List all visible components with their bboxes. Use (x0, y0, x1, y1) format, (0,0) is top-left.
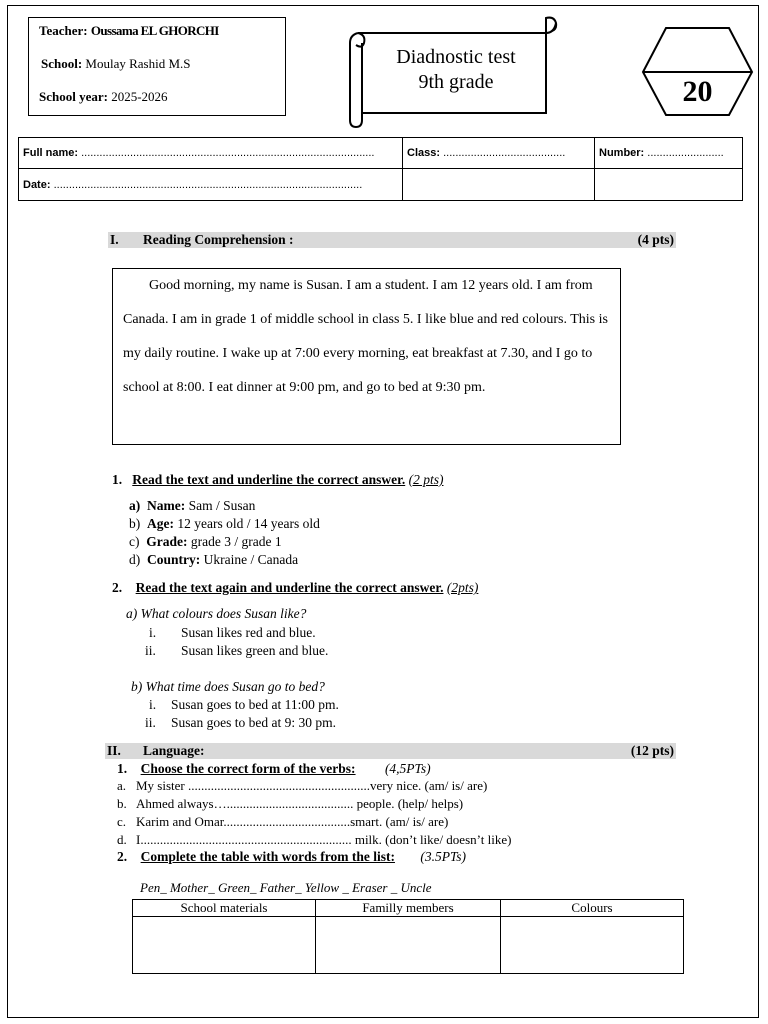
student-info-table (18, 137, 743, 201)
school-name: Moulay Rashid M.S (85, 56, 191, 71)
class-blank: ........................................ (443, 147, 566, 159)
test-title-line2: 9th grade (418, 71, 494, 93)
option-item (145, 715, 336, 731)
option-item (145, 643, 329, 659)
option-number: ii. (145, 715, 156, 730)
item-text: My sister ........................................................very nice. (am/ is/ are) (136, 778, 488, 793)
school-year-label: School year: (39, 89, 108, 104)
section-number: I. (110, 232, 119, 247)
item-letter: d) (129, 552, 141, 567)
option-text: Susan goes to bed at 11:00 pm. (171, 697, 339, 712)
item-label: Grade: (146, 534, 188, 549)
table-header-row (133, 900, 684, 917)
option-text: Susan likes red and blue. (181, 625, 316, 640)
score-hexagon (640, 25, 755, 120)
question-points: (2 pts) (408, 472, 444, 487)
date-blank: ..................................................................................................... (53, 178, 363, 191)
item-text: I................................................................. milk. (don’t like/ doesn’t like) (136, 832, 512, 847)
section-reading-header (108, 232, 676, 248)
question-points: (4,5PTs) (384, 761, 431, 776)
answer-cell-family-members[interactable] (316, 917, 501, 974)
section-language-header (105, 743, 676, 759)
section-title: Language: (143, 743, 205, 758)
fullname-cell[interactable] (19, 138, 403, 169)
school-year-line (39, 89, 168, 105)
item-text: Karim and Omar.......................................smart. (am/ is/ are) (136, 814, 449, 829)
item-options: Ukraine / Canada (203, 552, 299, 567)
student-info-row (19, 169, 743, 201)
option-number: i. (149, 625, 157, 640)
fullname-blank: ................................................................................................ (81, 147, 375, 159)
answer-cell-colours[interactable] (501, 917, 684, 974)
reading-passage: Good morning, my name is Susan. I am a student. I am 12 years old. I am from Canada. I am in grade 1 of middle school in class 5. I like blue and red colours. This is my daily routine. I wake up at 7:00 every morning, eat breakfast at 7.30, and I go to school at 8:00. I eat dinner at 9:00 pm, and go to bed at 9:30 pm. (112, 268, 621, 445)
section-points: (12 pts) (630, 743, 674, 758)
school-year-value: 2025-2026 (111, 89, 168, 104)
question-instruction: Read the text and underline the correct answer. (132, 472, 406, 487)
test-title-line1: Diadnostic test (396, 46, 516, 68)
empty-cell (595, 169, 743, 201)
option-text: Susan likes green and blue. (181, 643, 329, 658)
item-options: Sam / Susan (188, 498, 256, 513)
classification-table (132, 899, 684, 974)
question-number: 2. (117, 849, 128, 864)
language-question-1 (117, 761, 431, 777)
table-row (133, 917, 684, 974)
question-number: 1. (117, 761, 128, 776)
column-header-colours: Colours (501, 900, 684, 917)
test-title (366, 45, 546, 95)
item-letter: c) (129, 534, 140, 549)
fullname-label: Full name: (23, 147, 79, 159)
question-2 (112, 580, 478, 596)
column-header-school-materials: School materials (133, 900, 316, 917)
number-label: Number: (599, 147, 645, 159)
section-number: II. (107, 743, 121, 758)
option-number: i. (149, 697, 157, 712)
total-score: 20 (682, 75, 713, 108)
verb-item (117, 796, 464, 812)
sub-question-a: a) What colours does Susan like? (126, 606, 307, 621)
teacher-name: Oussama EL GHORCHI (90, 23, 219, 38)
school-label: School: (41, 56, 83, 71)
section-points: (4 pts) (637, 232, 674, 247)
teacher-line (39, 23, 219, 39)
verb-item (117, 814, 449, 830)
class-cell[interactable] (403, 138, 595, 169)
verb-item (117, 778, 488, 794)
section-title: Reading Comprehension : (143, 232, 294, 247)
date-cell[interactable] (19, 169, 403, 201)
list-item (129, 552, 298, 568)
list-item (129, 516, 320, 532)
item-options: 12 years old / 14 years old (177, 516, 320, 531)
item-label: Name: (147, 498, 186, 513)
answer-cell-school-materials[interactable] (133, 917, 316, 974)
option-text: Susan goes to bed at 9: 30 pm. (171, 715, 336, 730)
school-line (41, 56, 191, 72)
language-question-2 (117, 849, 466, 865)
number-cell[interactable] (595, 138, 743, 169)
question-instruction: Complete the table with words from the list: (140, 849, 395, 864)
column-header-family-members: Familly members (316, 900, 501, 917)
teacher-label: Teacher: (39, 23, 88, 38)
question-instruction: Choose the correct form of the verbs: (140, 761, 356, 776)
verb-item (117, 832, 512, 848)
item-label: Age: (147, 516, 174, 531)
item-text: Ahmed always…....................................... people. (help/ helps) (136, 796, 464, 811)
item-options: grade 3 / grade 1 (190, 534, 282, 549)
teacher-info-box (28, 17, 286, 116)
date-label: Date: (23, 178, 51, 191)
sub-question-b: b) What time does Susan go to bed? (131, 679, 325, 694)
word-list: Pen_ Mother_ Green_ Father_ Yellow _ Eraser _ Uncle (140, 880, 432, 895)
question-points: (3.5PTs) (420, 849, 466, 864)
student-info-row (19, 138, 743, 169)
item-letter: a. (117, 778, 127, 793)
item-letter: b. (117, 796, 127, 811)
question-number: 1. (112, 472, 123, 487)
title-scroll (346, 15, 560, 130)
item-letter: d. (117, 832, 127, 847)
option-item (149, 697, 339, 713)
list-item (129, 534, 282, 550)
empty-cell (403, 169, 595, 201)
option-number: ii. (145, 643, 156, 658)
number-blank: ......................... (647, 147, 724, 159)
question-1 (112, 472, 443, 488)
question-points: (2pts) (446, 580, 479, 595)
item-letter: c. (117, 814, 127, 829)
list-item (129, 498, 255, 514)
question-number: 2. (112, 580, 123, 595)
option-item (149, 625, 316, 641)
class-label: Class: (407, 147, 441, 159)
question-instruction: Read the text again and underline the correct answer. (135, 580, 444, 595)
item-letter: b) (129, 516, 141, 531)
item-label: Country: (147, 552, 201, 567)
item-letter: a) (129, 498, 141, 513)
